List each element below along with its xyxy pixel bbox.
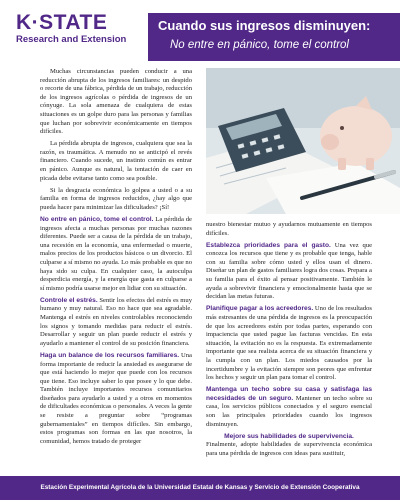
page-header: [0, 0, 400, 68]
heading-no-panic: No entre en pánico, tome el control.: [40, 216, 154, 223]
heading-creditors: Planifique pagar a los acreedores.: [206, 305, 314, 313]
document-title: Cuando sus ingresos disminuyen:: [158, 18, 371, 33]
text-priorities: Una vez que conozca los recursos que tiene y es probable que tenga, hable con su familia sobre cómo usted y ellos usan el dinero. Diseñar un plan de gastos familiares logra dos cosas. Prepara a su familia para el éxito al pensar positivamente. También le ayuda a sobrevivir financiera y emocionalmente hasta que se decidan las metas futuras.: [206, 241, 372, 301]
left-column: [40, 68, 192, 450]
heading-priorities: Establezca prioridades para el gasto.: [206, 241, 331, 249]
heading-survival: Mejore sus habilidades de supervivencia.: [224, 432, 354, 440]
text-housing: Mantener un techo sobre su casa, los servicios públicos conectados y el seguro esencial son las principales prioridades cuando los ingresos disminuyen.: [206, 394, 372, 428]
text-stress: Sentir los efectos del estrés es muy humano y muy natural. Eso no hace que sea agradable. Mantenga el estrés en niveles controlables reconociendo los signos y tomando medidas para reducir el estrés. Desarrollar y seguir un plan puede reducir el estrés y ayudarlo a mantener el control de su posición financiera.: [40, 296, 192, 347]
footer-text: Estación Experimental Agrícola de la Universidad Estatal de Kansas y Servicio de Extensión Cooperativa: [40, 484, 360, 491]
intro-paragraph-1: Muchas circunstancias pueden conducir a una reducción abrupta de los ingresos familiares: un despido o recorte de una fábrica, pérdida de un trabajo, reducción de los ingresos agrícolas o pérdida de ingresos de un cónyuge. La sola amenaza de cualquiera de estas situaciones es un golpe duro para las personas y familias que luchan por sobrevivir económicamente en tiempos difíciles.: [40, 68, 192, 136]
piggy-bank-illustration: [206, 68, 400, 214]
heading-stress: Controle el estrés.: [40, 296, 98, 304]
piggy-bank-photo: [206, 68, 400, 214]
section-housing: [206, 386, 372, 429]
continued-paragraph: nuestro bienestar mutuo y ayudarnos mutuamente en tiempos difíciles.: [206, 221, 372, 237]
section-survival: [206, 433, 372, 459]
text-survival: Finalmente, adopte habilidades de supervivencia económica para una pérdida de ingresos con ideas para sustituir,: [206, 441, 372, 457]
intro-paragraph-3: Si la desgracia económica lo golpea a usted o a su familia en forma de ingresos reducidos, ¿hay algo que pueda hacer para minimizar las dificultades? ¡Sí!: [40, 186, 192, 211]
text-creditors: Uno de los resultados más estresantes de una pérdida de ingresos es la preocupación de que los acreedores estén por todas partes, esperando con impaciencia que usted pague las facturas vencidas. En esta situación, la evitación no es la respuesta. Es extremadamente importante que sea realista acerca de su situación financiera y la cumpla con un plan. Los miedos causados por la incertidumbre y la evitación siempre son peores que enfrentar los hechos y seguir un plan para tomar el control.: [206, 305, 372, 382]
page-footer: [0, 476, 400, 500]
logo-main-text: K·STATE: [16, 11, 108, 34]
logo-sub-text: Research and Extension: [16, 34, 127, 45]
right-column: [206, 221, 372, 462]
section-no-panic: [40, 216, 192, 293]
kstate-logo: [16, 12, 136, 46]
heading-housing: Mantenga un techo sobre su casa y satisfaga las necesidades de un seguro.: [206, 386, 372, 402]
document-subtitle: No entre en pánico, tome el control: [170, 39, 349, 51]
section-resources: [40, 352, 192, 447]
intro-paragraph-2: La pérdida abrupta de ingresos, cualquiera que sea la razón, es traumática. A menudo no se anticipó el revés financiero. Cuando sucede, un instinto común es entrar en pánico. Aunque es natural, la tentación de caer en picada debe evitarse tanto como sea posible.: [40, 140, 192, 182]
text-no-panic: La pérdida de ingresos afecta a muchas personas por muchas razones diferentes. Puede ser a causa de la pérdida de un trabajo, una recesión en la economía, una enfermedad o muerte, malos precios de los productos básicos o un divorcio. El culparse a sí mismo no ayuda. Lo más probable es que no haya sido su culpa. En cualquier caso, la autoculpa desperdicia energía, y la energía que gasta en culparse a sí mismo podría usarse mejor en lidiar con su situación.: [40, 216, 192, 292]
title-band: [148, 13, 400, 61]
heading-resources: Haga un balance de los recursos familiares.: [40, 351, 180, 359]
section-priorities: [206, 242, 372, 302]
section-stress: [40, 297, 192, 349]
text-resources: Una forma importante de reducir la ansiedad es asegurarse de que está haciendo lo mejor que puede con los recursos que tiene. Eso incluye saber lo que posee y lo que debe. También incluye importantes recursos comunitarios diseñados para ayudarlo a usted y a otros en momentos de dificultades económicas o personales. A veces la gente se resiste a preguntar sobre “programas gubernamentales” en tiempos difíciles. Sin embargo, estos programas son formas en las que nosotros, la comunidad, hemos tratado de proteger: [40, 351, 192, 445]
section-creditors: [206, 305, 372, 382]
